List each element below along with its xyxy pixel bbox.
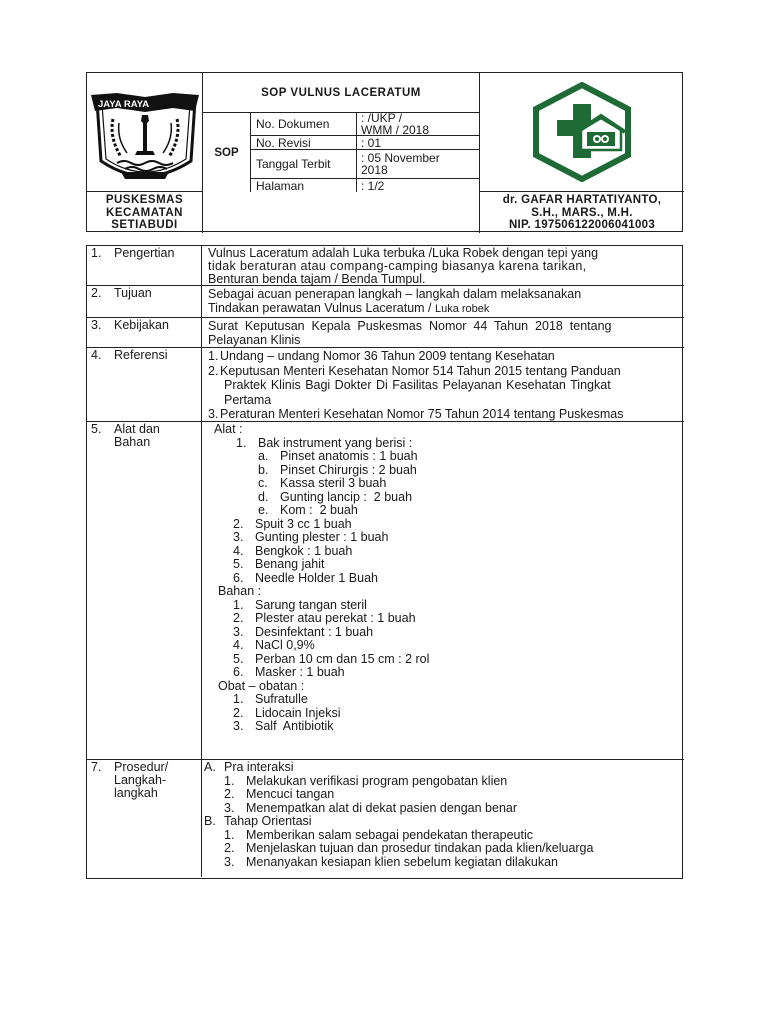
- list-item: 2. Spuit 3 cc 1 buah: [233, 516, 352, 531]
- list-item: 5. Benang jahit: [233, 557, 325, 571]
- meta-label: No. Revisi: [251, 136, 357, 149]
- list-item: 1. Bak instrument yang berisi :: [236, 435, 413, 450]
- section-label: 4. Referensi: [87, 348, 202, 421]
- list-item: 3. Peraturan Menteri Kesehatan Nomor 75 Tahun 2014 tentang Puskesmas: [208, 407, 624, 421]
- list-item: 1. Melakukan verifikasi program pengobatan klien: [224, 773, 508, 788]
- list-item: 6. Masker : 1 buah: [233, 665, 345, 679]
- blank-cell: [203, 192, 479, 233]
- puskesmas-logo-icon: [527, 82, 637, 182]
- meta-label: Halaman: [251, 179, 357, 192]
- meta-row-no-dokumen: [251, 113, 479, 136]
- section-content: [202, 760, 684, 870]
- list-item: d. Gunting lancip : 2 buah: [258, 489, 413, 504]
- alat-heading: Alat :: [214, 422, 243, 436]
- document-meta: [251, 113, 479, 192]
- jakarta-emblem-cell: [87, 73, 203, 192]
- section-content: [202, 422, 684, 735]
- list-item: 2. Keputusan Menteri Kesehatan Nomor 514 Tahun 2015 tentang Panduan: [208, 363, 621, 378]
- document-header: [86, 72, 683, 232]
- obat-heading: Obat – obatan :: [218, 678, 305, 693]
- section-label: 7. Prosedur/ Langkah- langkah: [87, 760, 202, 877]
- list-item: 1. Memberikan salam sebagai pendekatan therapeutic: [224, 827, 533, 842]
- list-item: 1. Undang – undang Nomor 36 Tahun 2009 tentang Kesehatan: [208, 349, 555, 363]
- section-content: Sebagai acuan penerapan langkah – langkah dalam melaksanakan Tindakan perawatan Vulnus Laceratum / Luka robek: [208, 287, 582, 315]
- signatory: dr. GAFAR HARTATIYANTO, S.H., MARS., M.H. NIP. 197506122006041003: [479, 192, 684, 233]
- puskesmas-name: PUSKESMAS KECAMATAN SETIABUDI: [87, 192, 203, 233]
- list-item: 1. Sarung tangan steril: [233, 597, 367, 612]
- sop-label: SOP: [203, 113, 251, 192]
- section-referensi: [87, 348, 684, 422]
- section-prosedur: [87, 760, 684, 877]
- section-tujuan: [87, 286, 684, 318]
- list-item: 5. Perban 10 cm dan 15 cm : 2 rol: [233, 651, 430, 666]
- list-item: e. Kom : 2 buah: [258, 503, 358, 517]
- group-heading: B. Tahap Orientasi: [204, 814, 312, 828]
- document-title: SOP VULNUS LACERATUM: [203, 73, 479, 113]
- list-item: 3. Menempatkan alat di dekat pasien dengan benar: [224, 800, 518, 815]
- section-label: 2. Tujuan: [87, 286, 202, 317]
- section-content: Surat Keputusan Kepala Puskesmas Nomor 44 Tahun 2018 tentang Pelayanan Klinis: [208, 319, 612, 347]
- section-label: 5. Alat dan Bahan: [87, 422, 202, 759]
- sop-content-table: [86, 245, 683, 879]
- section-content: 1. Undang – undang Nomor 36 Tahun 2009 tentang Kesehatan 2. Keputusan Menteri Kesehatan Nomor 514 Tahun 2015 tentang Panduan Praktek Klinis Bagi Dokter Di Fasilitas Pelayanan Kesehatan Tingkat Pertama 3. Peraturan Menteri Kesehatan Nomor 75 Tahun 2014 tentang Puskesmas: [202, 348, 684, 423]
- svg-text:JAYA RAYA: JAYA RAYA: [98, 99, 150, 110]
- list-item: 4. Bengkok : 1 buah: [233, 543, 353, 558]
- list-item: 2. Lidocain Injeksi: [233, 705, 341, 720]
- section-label: 3. Kebijakan: [87, 318, 202, 347]
- jaya-raya-emblem-icon: [87, 73, 203, 192]
- meta-label: No. Dokumen: [251, 113, 357, 135]
- meta-value: : 1/2: [361, 178, 385, 193]
- list-item: 2. Menjelaskan tujuan dan prosedur tindakan pada klien/keluarga: [224, 841, 594, 855]
- meta-value: : 05 November 2018: [361, 151, 440, 177]
- list-item: 6. Needle Holder 1 Buah: [233, 570, 378, 585]
- list-item: 3. Menanyakan kesiapan klien sebelum kegiatan dilakukan: [224, 854, 559, 869]
- list-item: 1. Sufratulle: [233, 692, 308, 706]
- group-heading: A. Pra interaksi: [204, 760, 294, 774]
- meta-row-tanggal-terbit: [251, 150, 479, 179]
- health-logo-cell: [479, 73, 684, 192]
- bahan-heading: Bahan :: [218, 584, 262, 598]
- meta-value: : 01: [361, 135, 382, 150]
- list-item: 2. Mencuci tangan: [224, 787, 335, 801]
- section-pengertian: [87, 246, 684, 286]
- title-block: [203, 73, 479, 192]
- list-item: 3. Desinfektant : 1 buah: [233, 624, 374, 639]
- list-item: 4. NaCl 0,9%: [233, 638, 315, 652]
- section-label: 1. Pengertian: [87, 246, 202, 285]
- list-item: b. Pinset Chirurgis : 2 buah: [258, 462, 417, 477]
- list-item: 3. Salf Antibiotik: [233, 719, 334, 733]
- list-item: c. Kassa steril 3 buah: [258, 476, 387, 490]
- list-item: a. Pinset anatomis : 1 buah: [258, 449, 418, 463]
- meta-label: Tanggal Terbit: [251, 150, 357, 178]
- meta-row-no-revisi: [251, 136, 479, 150]
- section-alat-bahan: [87, 422, 684, 760]
- section-content: Vulnus Laceratum adalah Luka terbuka /Luka Robek dengan tepi yang tidak beraturan atau compang-camping biasanya karena tarikan, Benturan benda tajam / Benda Tumpul.: [208, 246, 599, 286]
- section-kebijakan: [87, 318, 684, 348]
- meta-value: : /UKP / WMM / 2018: [361, 111, 430, 137]
- list-item: 2. Plester atau perekat : 1 buah: [233, 611, 416, 625]
- list-item: 3. Gunting plester : 1 buah: [233, 530, 389, 544]
- meta-row-halaman: [251, 179, 479, 192]
